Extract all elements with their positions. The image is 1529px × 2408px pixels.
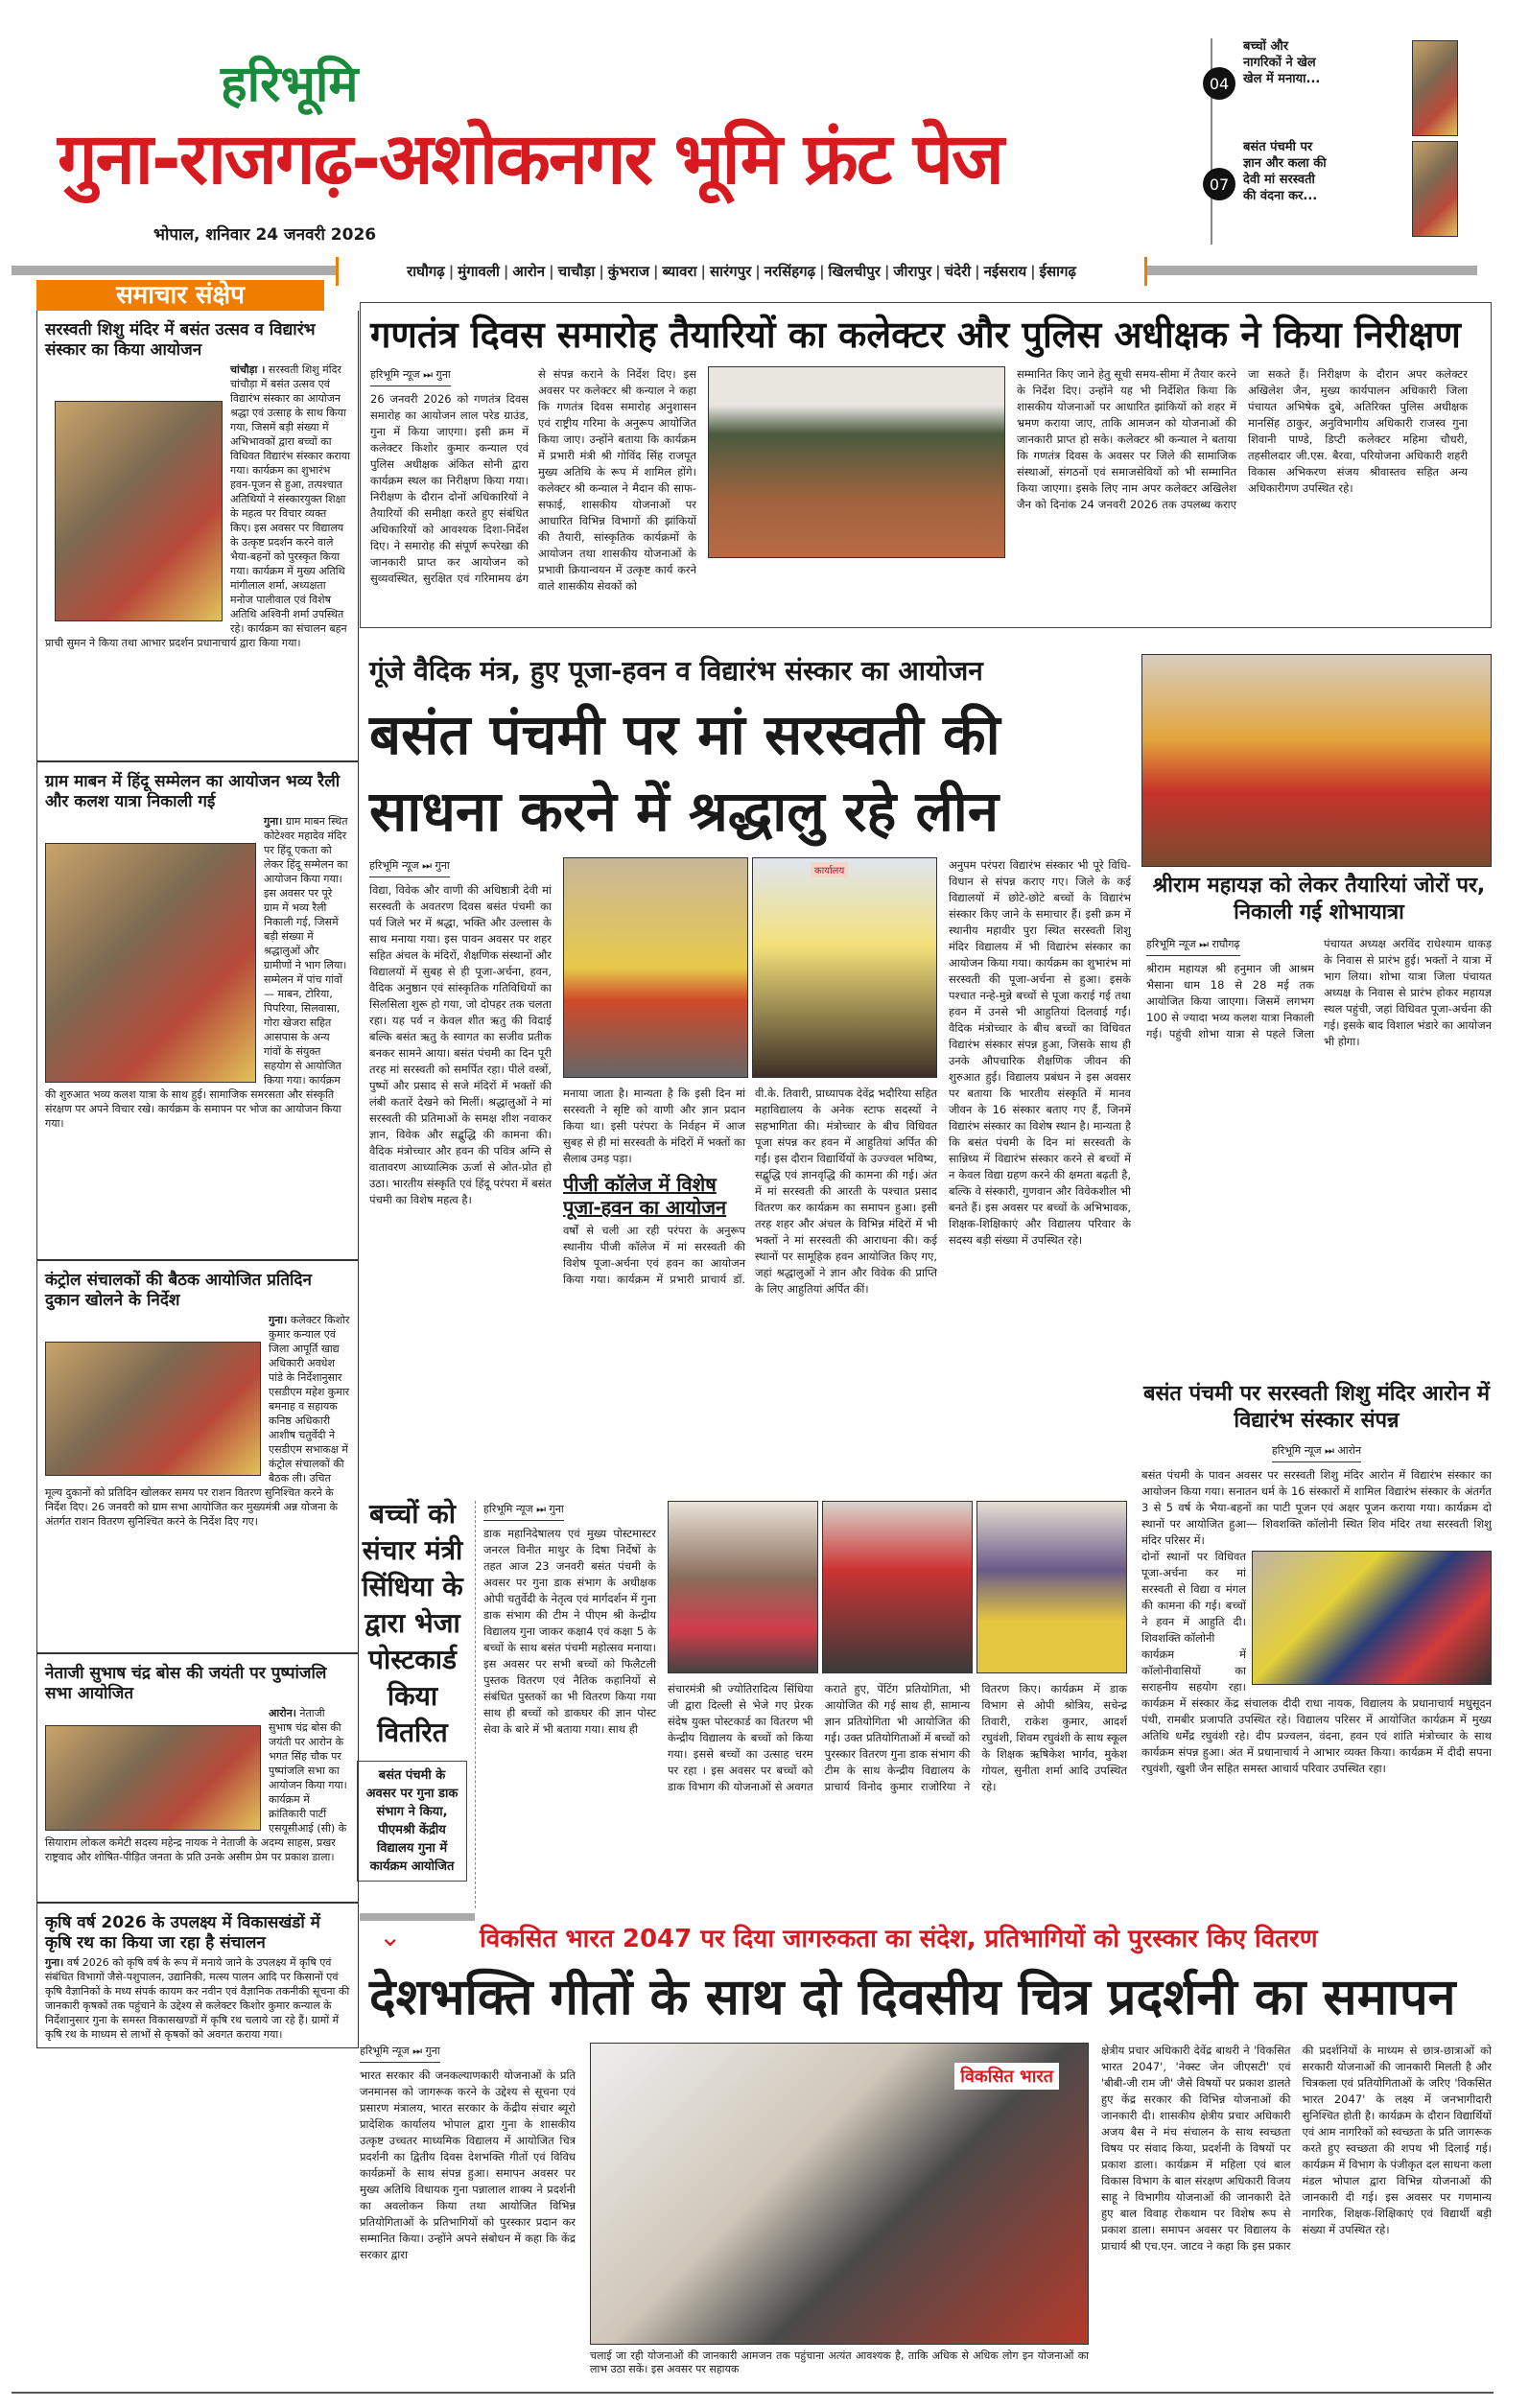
story-kicker: विकसित भारत 2047 पर दिया जागरुकता का संदेश, प्रतिभागियों को पुरस्कार किए वितरण (480, 1925, 1318, 1953)
brief-story (36, 1260, 359, 1653)
story-photo (1252, 1551, 1492, 1685)
basant-story (369, 857, 1132, 1491)
page-title: गुना-राजगढ़-अशोकनगर भूमि फ्रंट पेज (58, 118, 1002, 200)
story-body: भारत सरकार की जनकल्याणकारी योजनाओं के प्रति जनमानस को जागरूक करने के उद्देश्य से सूचना एवं प्रसारण मंत्रालय, भारत सरकार के केंद्रीय संचार ब्यूरो प्रादेशिक कार्यालय भोपाल द्वारा गुना के शासकीय उत्कृष्ट उच्चतर माध्यमिक विद्यालय में आयोजित चित्र प्रदर्शनी का द्वितीय दिवस देशभक्ति गीतों एवं विविध कार्यक्रमों के साथ संपन्न हुआ। समापन अवसर पर मुख्य अतिथि विधायक गुना पन्नालाल शाक्य ने प्रदर्शनी का अवलोकन किया तथा आयोजित विभिन्न प्रतियोगिताओं के प्रतिभागियों को पुरस्कार प्रदान कर सम्मानित किया। उन्होंने अपने संबोधन में कहा कि केंद्र सरकार द्वारा (360, 2069, 576, 2261)
byline: हरिभूमि न्यूज ⏭ राघौगढ़ (1146, 936, 1240, 956)
story-body: बसंत पंचमी के पावन अवसर पर सरस्वती शिशु मंदिर आरोन में विद्यारंभ संस्कार का आयोजन किया गया। सनातन धर्म के 16 संस्कारों में शामिल विद्यारंभ संस्कार के अंतर्गत 3 से 5 वर्ष के भैया-बहनों का पाटी पूजन एवं अक्षर पूजन कराया गया। कार्यक्रम दो स्थानों पर आयोजित हुआ— शिवशक्ति कॉलोनी स्थित शिव मंदिर तथा सरस्वती शिशु मंदिर परिसर में। (1141, 1468, 1492, 1547)
teaser-item[interactable] (1209, 139, 1498, 240)
teaser-photo (1412, 141, 1458, 237)
page-number-badge: 07 (1203, 168, 1235, 200)
yagya-story (1146, 936, 1492, 1376)
procession-photo (563, 857, 748, 1078)
teaser-photo (1412, 40, 1458, 136)
story-headline: देशभक्ति गीतों के साथ दो दिवसीय चित्र प्रदर्शनी का समापन (369, 1969, 1456, 2026)
town-link[interactable]: | नईसराय (975, 262, 1026, 281)
news-brief-sidebar (36, 280, 359, 2048)
story-body: 26 जनवरी 2026 को गणतंत्र दिवस समारोह का आयोजन लाल परेड ग्राउंड, गुना में किया जाएगा। इसी क्रम में कलेक्टर किशोर कुमार कन्याल एवं पुलिस अधीक्षक अंकित सोनी द्वारा कार्यक्रम स्थल का निरीक्षण किया गया। निरीक्षण के दौरान दोनों अधिकारियों ने तैयारियों की समीक्षा करते हुए संबंधित अधिकारियों को आवश्यक दिशा-निर्देश दिए। ने समारोह की संपूर्ण रूपरेखा की जानकारी प्राप्त कर आयोजन को सुव्यवस्थित, सुरक्षित एवं गरिमामय ढंग से संपन्न कराने के निर्देश दिए। इस अवसर पर कलेक्टर श्री कन्याल ने कहा कि गणतंत्र दिवस समारोह अनुशासन एवं राष्ट्रीय गरिमा के अनुरूप आयोजित किया जाए। उन्होंने बताया कि कार्यक्रम में प्रभारी मंत्री श्री गोविंद सिंह राजपूत मुख्य अतिथि के रूप में शामिल होंगे। कलेक्टर श्री कन्याल ने मैदान की साफ-सफाई, शासकीय योजनाओं पर आधारित विभिन्न विभागों की झांकियों की तैयारी, सांस्कृतिक कार्यक्रमों के आयोजन तथा शासकीय योजनाओं के प्रभावी क्रियान्वयन में उत्कृष्ट कार्य करने वाले शासकीय सेवकों को (370, 367, 696, 593)
basant-story-block (369, 652, 1132, 1491)
story-headline: बच्चों को संचार मंत्री सिंधिया के द्वारा भेजा पोस्टकार्ड किया वितरित (362, 1498, 463, 1748)
page-number-badge: 04 (1203, 67, 1235, 100)
story-headline: बसंत पंचमी पर मां सरस्वती की साधना करने में श्रद्धालु रहे लीन (369, 702, 1000, 844)
banner-text: विकसित भारत (954, 2063, 1059, 2090)
story-body: ग्राम माबन स्थित कोटेश्वर महादेव मंदिर पर हिंदू एकता को लेकर हिंदू सम्मेलन का आयोजन किया गया। इस अवसर पर पूरे ग्राम में भव्य रैली निकाली गई, जिसमें बड़ी संख्या में श्रद्धालुओं और ग्रामीणों ने भाग लिया। सम्मेलन में पांच गांवों— माबन, टोरिया, पिपरिया, सिलवासा, गोरा खेजरा सहित आसपास के अन्य गांवों के संयुक्त सहयोग से आयोजित किया गया। कार्यक्रम की शुरुआत भव्य कलश यात्रा के साथ हुई। सामाजिक समरसता और संस्कृति संरक्षण पर अपने विचार रखे। कार्यक्रम के समापन पर भोज का आयोजन किया गया। (45, 815, 348, 1130)
story-photo (668, 1501, 818, 1673)
story-deck: बसंत पंचमी के अवसर पर गुना डाक संभाग ने किया, पीएमश्री केंद्रीय विद्यालय गुना में कार्यक्रम आयोजित (357, 1761, 467, 1882)
aaron-block (1141, 1381, 1492, 1904)
town-link[interactable]: | ईसागढ़ (1030, 262, 1076, 281)
sidebar-title: समाचार संक्षेप (36, 280, 324, 311)
newspaper-logo: हरिभूमि (221, 56, 359, 113)
yagya-block (1146, 873, 1492, 1376)
office-sign: कार्यालय (811, 862, 848, 877)
byline: हरिभूमि न्यूज ⏭ गुना (360, 2043, 440, 2063)
story-headline: श्रीराम महायज्ञ को लेकर तैयारियां जोरों पर, निकाली गई शोभायात्रा (1152, 874, 1486, 924)
story-photo (708, 366, 1005, 558)
teaser-panel (1211, 38, 1498, 245)
brief-story (36, 1903, 359, 2048)
town-link[interactable]: राघौगढ़ (407, 263, 445, 280)
divider (360, 1913, 475, 1921)
town-link[interactable]: | आरोन (504, 262, 545, 281)
story-body: मनाया जाता है। मान्यता है कि इसी दिन मां सरस्वती ने सृष्टि को वाणी और ज्ञान प्रदान किया था। इसी परंपरा के निर्वहन में आज सुबह से ही मां सरस्वती के मंदिरों में भक्तों का सैलाब उमड़ पड़ा। (563, 1087, 745, 1165)
dateline: गुना। (264, 815, 283, 828)
story-headline: सरस्वती शिशु मंदिर में बसंत उत्सव व विद्यारंभ संस्कार का किया आयोजन (45, 320, 316, 360)
story-headline: कंट्रोल संचालकों की बैठक आयोजित प्रतिदिन दुकान खोलने के निर्देश (45, 1271, 312, 1310)
brief-story (36, 761, 359, 1260)
town-link[interactable]: | कुंभराज (599, 262, 649, 281)
story-body: वर्ष 2026 को कृषि वर्ष के रूप में मनाये जाने के उपलक्ष्य में कृषि एवं संबंधित विभागों जैसे-पशुपालन, उद्यानिकी, मत्स्य पालन आदि पर किसानों एवं कृषि वैज्ञानिकों के मध्य संपर्क कायम कर नवीन एवं वैज्ञानिक तकनीकी सूचना की जानकारी कृषकों तक पहुंचाने के उद्देश्य से कलेक्टर किशोर कुमार कन्याल के निर्देशानुसार गुना के समस्त विकासखण्डों में कृषि रथ चलाये जा रहे हैं। ग्रामों में कृषि रथ के माध्यम से लाभों से कृषकों को अवगत कराया गया। (45, 1956, 350, 2041)
story-headline: बसंत पंचमी पर सरस्वती शिशु मंदिर आरोन में विद्यारंभ संस्कार संपन्न (1143, 1382, 1490, 1433)
brief-story (36, 311, 359, 761)
story-headline: नेताजी सुभाष चंद्र बोस की जयंती पर पुष्पांजलि सभा आयोजित (45, 1664, 327, 1703)
town-link[interactable]: | जीरापुर (884, 262, 931, 281)
teaser-text: बसंत पंचमी पर ज्ञान और कला की देवी मां सरस्वती की वंदना कर... (1243, 140, 1327, 203)
brief-story (36, 1653, 359, 1903)
exhibition-photo (590, 2043, 1089, 2345)
exhibition-story-cont (1101, 2043, 1492, 2383)
story-headline: ग्राम माबन में हिंदू सम्मेलन का आयोजन भव्य रैली और कलश यात्रा निकाली गई (45, 772, 341, 811)
dateline: गुना। (269, 1314, 288, 1326)
story-body: दोनों स्थानों पर विधिवत पूजा-अर्चना कर मां सरस्वती से विद्या व मंगल की कामना की गई। बच्चों ने हवन में आहुति दी। शिवशक्ति कॉलोनी (1141, 1550, 1246, 1645)
story-photo (976, 1501, 1127, 1673)
town-link[interactable]: | खिलचीपुर (819, 262, 881, 281)
town-link[interactable]: | मुंगावली (449, 262, 500, 281)
story-body: कलेक्टर किशोर कुमार कन्याल एवं जिला आपूर्ति खाद्य अधिकारी अवधेश पांडे के निर्देशानुसार एसडीएम महेश कुमार बमनाह व सहायक कनिष्ठ अधिकारी आशीष चतुर्वेदी ने एसडीएम सभाकक्ष में कंट्रोल संचालकों की बैठक ली। उचित मूल्य दुकानों को प्रतिदिन खोलकर समय पर राशन वितरण सुनिश्चित करने के निर्देश दिए। 26 जनवरी को ग्राम सभा आयोजित कर मुख्यमंत्री अन्न योजना के अंतर्गत राशन वितरण सुनिश्चित करने के निर्देश दिए गए। (45, 1314, 350, 1528)
byline: हरिभूमि न्यूज ⏭ गुना (369, 857, 450, 877)
chevron-down-icon: ⌄ (379, 1921, 402, 1952)
story-body: अनुपम परंपरा विद्यारंभ संस्कार भी पूरे विधि-विधान से संपन्न कराए गए। जिले के कई विद्यालयों में छोटे-छोटे बच्चों के विद्यारंभ संस्कार किए जाने के समाचार हैं। इसी क्रम में स्थानीय महावीर पुरा स्थित सरस्वती शिशु मंदिर विद्यालय में भी विद्यारंभ संस्कार का आयोजन किया गया। कार्यक्रम का शुभारंभ मां सरस्वती की पूजा-अर्चना से हुआ। इसके पश्चात नन्हे-मुन्ने बच्चों से पूजा कराई गई तथा हवन में उनसे भी आहुतियां दिलवाई गईं। वैदिक मंत्रोच्चार के बीच बच्चों का विधिवत विद्यारंभ संस्कार संपन्न हुआ, जिसके साथ ही उनके औपचारिक शैक्षणिक जीवन की शुरुआत हुई। विद्यालय प्रबंधन ने इस अवसर पर बताया कि भारतीय संस्कृति में मानव जीवन के 16 संस्कार बताए गए हैं, जिनमें विद्यारंभ संस्कार का विशेष स्थान है। मान्यता है कि बसंत पंचमी के दिन मां सरस्वती के सान्निध्य में विद्यारंभ संस्कार करने से बच्चों में न केवल विद्या ग्रहण करने की क्षमता बढ़ती है, बल्कि वे संस्कारी, गुणवान और विवेकशील भी बनते हैं। इस अवसर पर बच्चों के अभिभावक, शिक्षक-शिक्षिकाएं और विद्यालय परिवार के सदस्य बड़ी संख्या में उपस्थित रहे। (949, 858, 1131, 1247)
town-link[interactable]: | चंदेरी (935, 262, 971, 281)
teaser-text: बच्चों और नागरिकों ने खेल खेल में मनाया... (1243, 39, 1321, 86)
puja-photo (752, 857, 937, 1078)
subheading: पीजी कॉलेज में विशेष पूजा-हवन का आयोजन (563, 1173, 727, 1219)
yagya-photo (1141, 654, 1492, 867)
story-kicker: गूंजे वैदिक मंत्र, हुए पूजा-हवन व विद्यारंभ संस्कार का आयोजन (369, 655, 983, 687)
dateline: गुना। (45, 1956, 64, 1969)
byline: हरिभूमि न्यूज ⏭ गुना (483, 1501, 564, 1521)
story-body: क्षेत्रीय प्रचार अधिकारी देवेंद्र बाथरी ने 'विकसित भारत 2047', 'नेक्स्ट जेन जीएसटी' एवं 'बीबी-जी राम जी' जैसे विषयों पर प्रकाश डालते हुए केंद्र सरकार की विभिन्न योजनाओं की जानकारी दी। शासकीय क्षेत्रीय प्रचार अधिकारी अजय बैस ने मंच संचालन के साथ स्वच्छता विषय पर संवाद किया, प्रदर्शनी के विषयों पर प्रकाश डाला। कार्यक्रम में महिला एवं बाल विकास विभाग के बाल संरक्षण अधिकारी विजय साहू ने विभागीय योजनाओं की जानकारी देते हुए बाल विवाह रोकथाम पर विशेष रूप से प्रकाश डाला। समापन अवसर पर विद्यालय के प्राचार्य श्री एच.एन. जाटव ने कहा कि इस प्रकार की प्रदर्शनियों के माध्यम से छात्र-छात्राओं को सरकारी योजनाओं की जानकारी मिलती है और चित्रकला एवं प्रतियोगिताओं के जरिए 'विकसित भारत 2047' के लक्ष्य में जनभागीदारी सुनिश्चित होती है। कार्यक्रम के दौरान विद्यार्थियों एवं आम नागरिकों को स्वच्छता के प्रति जागरूक करते हुए स्वच्छता की शपथ भी दिलाई गई। कार्यक्रम में विभाग के पंजीकृत दल साधना कला मंडल भोपाल द्वारा विभिन्न योजनाओं की जानकारी दी गई। इस अवसर पर गणमान्य नागरिक, शिक्षक-शिक्षिकाएं एवं विद्यार्थी बड़ी संख्या में उपस्थित रहे। (1101, 2044, 1492, 2253)
dateline: चांचौड़ा । (230, 363, 266, 376)
town-list (336, 257, 1147, 286)
story-body: सरस्वती शिशु मंदिर चांचौड़ा में बसंत उत्सव एवं विद्यारंभ संस्कार का आयोजन श्रद्धा एवं उत्साह के साथ किया गया, जिसमें बड़ी संख्या में अभिभावकों द्वारा बच्चों का विधिवत विद्यारंभ संस्कार कराया गया। कार्यक्रम का शुभारंभ हवन-पूजन से हुआ, तत्पश्चात अतिथियों ने संस्कारयुक्त शिक्षा के महत्व पर विचार व्यक्त किए। इस अवसर पर विद्यालय के उत्कृष्ट प्रदर्शन करने वाले भैया-बहनों को पुरस्कृत किया गया। कार्यक्रम में मुख्य अतिथि मांगीलाल शर्मा, अध्यक्षता मनोज पालीवाल एवं विशेष अतिथि अश्विनी शर्मा उपस्थित रहे। कार्यक्रम का संचालन बहन प्राची सुमन ने किया तथा आभार प्रदर्शन प्रधानाचार्य द्वारा किया गया। (45, 363, 350, 649)
teaser-item[interactable] (1209, 38, 1498, 139)
town-link[interactable]: | चाचौड़ा (549, 262, 595, 281)
story-photo (55, 401, 223, 621)
story-headline: गणतंत्र दिवस समारोह तैयारियों का कलेक्टर और पुलिस अधीक्षक ने किया निरीक्षण (370, 314, 1461, 356)
photo-caption-text: चलाई जा रही योजनाओं की जानकारी आमजन तक पहुंचाना अत्यंत आवश्यक है, ताकि अधिक से अधिक लोग इन योजनाओं का लाभ उठा सकें। इस अवसर पर सहायक (590, 2350, 1089, 2375)
postcard-story (475, 1501, 1127, 1908)
byline: हरिभूमि न्यूज ⏭ आरोन (1272, 1442, 1361, 1462)
story-body: कार्यक्रम में कॉलोनीवासियों का सराहनीय सहयोग रहा। कार्यक्रम में संस्कार केंद्र संचालक दीदी राधा नायक, विद्यालय के प्रधानाचार्य मधुसूदन पंथी, रामबीर प्रजापति उपस्थित रहे। विद्यालय परिसर में आयोजित कार्यक्रम में मुख्य अतिथि धर्मेंद्र रघुवंशी रहे। दीप प्रज्वलन, वंदना, हवन एवं शांति मंत्रोच्चार के साथ कार्यक्रम संपन्न हुआ। अंत में प्रधानाचार्य ने आभार व्यक्त किया। कार्यक्रम में दीदी सपना रघुवंशी, खुशी जैन सहित समस्त आचार्य परिवार उपस्थित रहा। (1141, 1648, 1492, 1775)
story-photo (45, 1725, 261, 1831)
town-link[interactable]: | सारंगपुर (700, 262, 751, 281)
town-link[interactable]: | ब्यावरा (653, 262, 696, 281)
story-photo (822, 1501, 973, 1673)
town-link[interactable]: | नरसिंहगढ़ (755, 262, 815, 281)
story-body: नेताजी सुभाष चंद्र बोस की जयंती पर आरोन के भगत सिंह चौक पर पुष्पांजलि सभा का आयोजन किया गया। कार्यक्रम में क्रांतिकारी पार्टी एसयूसीआई (सी) के सियाराम लोकल कमेटी सदस्य महेन्द्र नायक ने नेताजी के अदम्य साहस, प्रखर राष्ट्रवाद और शोषित-पीड़ित जनता के प्रति उनके असीम प्रेम पर प्रकाश डाला। (45, 1707, 347, 1863)
story-body: वर्षों से चली आ रही परंपरा के अनुरूप स्थानीय पीजी कॉलेज में मां सरस्वती की विशेष पूजा-अर्चना एवं हवन का आयोजन किया गया। कार्यक्रम में प्रभारी प्राचार्य डॉ. वी.के. तिवारी, प्राध्यापक देवेंद्र भदौरिया सहित महाविद्यालय के अनेक स्टाफ सदस्यों ने सहभागिता की। मंत्रोच्चार के बीच विधिवत पूजा संपन्न कर हवन में आहुतियां अर्पित की गईं। इस दौरान विद्यार्थियों के उज्ज्वल भविष्य, सद्बुद्धि एवं ज्ञानवृद्धि की कामना की गई। अंत में मां सरस्वती की आरती के पश्चात प्रसाद वितरण कर कार्यक्रम का समापन हुआ। इसी तरह शहर और अंचल के विभिन्न मंदिरों में भी भक्तों ने मां सरस्वती की आराधना की। कई स्थानों पर सामूहिक हवन आयोजित किए गए, जहां श्रद्धालुओं ने ज्ञान और विवेक की प्राप्ति के लिए आहुतियां अर्पित कीं। (563, 1087, 937, 1296)
story-headline: कृषि वर्ष 2026 के उपलक्ष्य में विकासखंडों में कृषि रथ का किया जा रहा है संचालन (45, 1913, 320, 1952)
dateline: आरोन। (269, 1707, 296, 1719)
footer-rule (12, 2392, 1494, 2394)
story-body: विद्या, विवेक और वाणी की अधिष्ठात्री देवी मां सरस्वती के अवतरण दिवस बसंत पंचमी का पर्व जिले भर में श्रद्धा, भक्ति और उल्लास के साथ मनाया गया। इस पावन अवसर पर शहर सहित अंचल के मंदिरों, शैक्षणिक संस्थानों और विद्यालयों में सुबह से ही पूजा-अर्चना, हवन, वैदिक अनुष्ठान एवं सांस्कृतिक गतिविधियों का सिलसिला शुरू हो गया, जो दोपहर तक चलता रहा। यह पर्व न केवल शीत ऋतु की विदाई बल्कि बसंत ऋतु के स्वागत का सजीव प्रतीक बनकर सामने आया। बसंत पंचमी का दिन पूरी तरह मां सरस्वती को समर्पित रहा। पीले वस्त्रों, पुष्पों और प्रसाद से सजे मंदिरों में भक्तों की लंबी कतारें देखने को मिलीं। श्रद्धालुओं ने मां सरस्वती की प्रतिमाओं के समक्ष शीश नवाकर ज्ञान, विवेक और सद्बुद्धि की कामना की। वैदिक मंत्रोच्चार और हवन की पवित्र अग्नि से वातावरण आध्यात्मिक ऊर्जा से ओत-प्रोत हो उठा। भारतीय संस्कृति एवं हिंदू परंपरा में बसंत पंचमी का विशेष महत्व है। (369, 883, 552, 1206)
story-body: डाक महानिदेषालय एवं मुख्य पोस्टमास्टर जनरल विनीत माथुर के दिषा निर्देषों के तहत आज 23 जनवरी बसंत पंचमी के अवसर पर गुना डाक संभाग के अधीक्षक ओपी चतुर्वेदी के नेतृत्व एवं मार्गदर्शन में गुना डाक संभाग की टीम ने पीएम श्री केन्द्रीय विद्यालय गुना जाकर कक्षा4 एवं कक्षा 5 के बच्चों के साथ बसंत पंचमी महोत्सव मनाया। इस अवसर पर सभी बच्चों को फिलैटली पुस्तक वितरण एवं नैतिक कहानियों से संबंधित पुस्तकों का भी वितरण किया गया साथ ही बच्चों को डाकघर की ज्ञान पोस्ट सेवा के बारे में भी बताया गया। साथ ही (483, 1527, 656, 1736)
story-body: सम्मानित किए जाने हेतु सूची समय-सीमा में तैयार करने के निर्देश दिए। उन्होंने यह भी निर्देशित किया कि शासकीय योजनाओं पर आधारित झांकियों को शहर में भ्रमण कराया जाए, ताकि आमजन को योजनाओं की जानकारी प्राप्त हो सके। कलेक्टर श्री कन्याल ने बताया कि गणतंत्र दिवस के अवसर पर जिले की सामाजिक संस्थाओं, संगठनों एवं समाजसेवियों को भी सम्मानित किया जाएगा। इसके लिए नाम अपर कलेक्टर अखिलेश जैन को दिनांक 24 जनवरी 2026 तक उपलब्ध कराए जा सकते हैं। निरीक्षण के दौरान अपर कलेक्टर अखिलेश जैन, मुख्य कार्यपालन अधिकारी जिला पंचायत अभिषेक दुबे, अतिरिक्त पुलिस अधीक्षक मानसिंह ठाकुर, अनुविभागीय अधिकारी राजस्व गुना शिवानी पाण्डे, डिप्टी कलेक्टर महिमा चौधरी, तहसीलदार जी.एस. बैरवा, परियोजना अधिकारी शहरी विकास अभिकरण संजय श्रीवास्तव सहित अन्य अधिकारीगण उपस्थित रहे। (1017, 367, 1468, 511)
story-photo (45, 843, 256, 1083)
story-body: श्रीराम महायज्ञ श्री हनुमान जी आश्रम भैसाना धाम 18 से 28 मई तक आयोजित किया जाएगा। जिसमें लगभग 100 से ज्यादा भव्य कलश यात्रा निकाली गई। पहुंची शोभा यात्रा से पहले जिला पंचायत अध्यक्ष अरविंद राधेश्याम धाकड़ के निवास से प्रारंभ हुई। भक्तों ने यात्रा में भाग लिया। शोभा यात्रा जिला पंचायत अध्यक्ष के निवास से प्रारंभ होकर महायज्ञ स्थल पहुंची, जहां विधिवत पूजा-अर्चना की गई। इसके बाद विशाल भंडारे का आयोजन भी होगा। (1146, 937, 1492, 1048)
byline: हरिभूमि न्यूज ⏭ गुना (370, 366, 451, 386)
story-body: संचारमंत्री श्री ज्योतिरादित्य सिंधिया जी द्वारा दिल्ली से भेजे गए प्रेरक संदेष युक्त पोस्टकार्ड का वितरण भी केन्द्रीय विद्यालय के बच्चों को किया गया। इससे बच्चों का उत्साह चरम पर रहा । इस अवसर पर बच्चों को डाक विभाग की योजनाओं से अवगत कराते हुए, पेंटिंग प्रतियोगिता, भी आयोजित की गई साथ ही, सामान्य ज्ञान प्रतियोगिता भी आयोजित की गई। उक्त प्रतियोगिताओं में बच्चों को पुरस्कार वितरण गुना डाक संभाग की टीम के साथ केन्द्रीय विद्यालय के प्राचार्य विनोद कुमार राजोरिया ने वितरण किए। कार्यक्रम में डाक विभाग से ओपी श्रोत्रिय, सचेन्द्र तिवारी, राकेश कुमार, आदर्श रघुवंशी, शिवम रघुवंशी के साथ स्कूल के शिक्षक ऋषिकेश भार्गव, मुकेश गोयल, सुनीता शर्मा आदि उपस्थित रहे। (668, 1682, 1127, 1793)
postcard-photos (668, 1501, 1127, 1673)
edition-date: भोपाल, शनिवार 24 जनवरी 2026 (153, 225, 377, 245)
exhibition-story (360, 2043, 576, 2383)
story-photo (45, 1342, 261, 1476)
republic-day-story (360, 302, 1492, 628)
aaron-story (1141, 1442, 1492, 1904)
